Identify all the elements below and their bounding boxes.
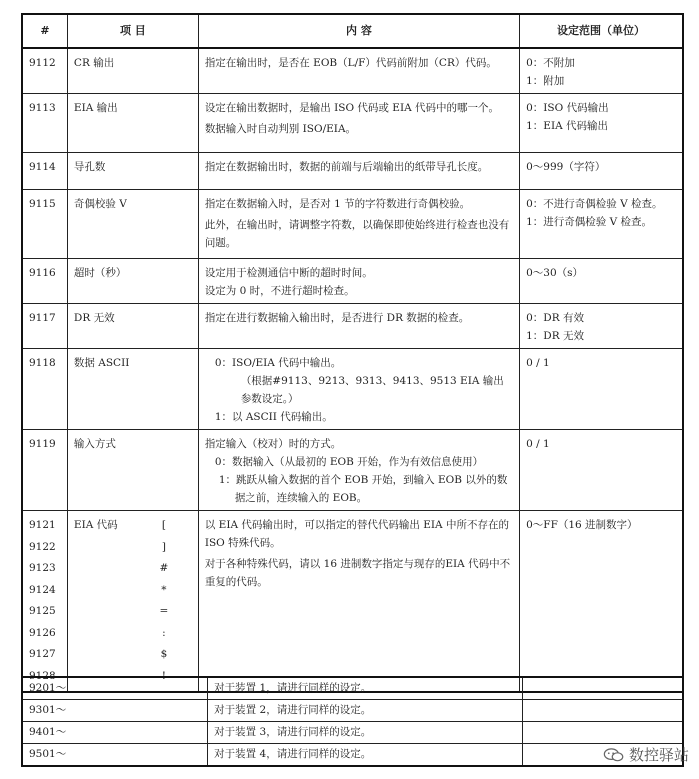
device-content: 对于装置 2，请进行同样的设定。 [208, 700, 523, 722]
param-content: 指定在数据输入时，是否对 1 节的字符数进行奇偶校验。 此外，在输出时，请调整字符数，以确保即使始终进行检查也没有问题。 [198, 190, 519, 259]
table-row [22, 700, 683, 722]
table-row-group [22, 511, 683, 693]
param-number: 9119 [22, 430, 67, 511]
table-row [22, 677, 683, 700]
device-range [523, 677, 683, 700]
param-content: 指定输入（校对）时的方式。 0：数据输入（从最初的 EOB 开始，作为有效信息使用） 1：跳跃从输入数据的首个 EOB 开始，到输入 EOB 以外的数据之前，连续输入的 EOB。 [198, 430, 519, 511]
device-range [523, 700, 683, 722]
device-content: 对于装置 3，请进行同样的设定。 [208, 722, 523, 744]
param-range: 0：不进行奇偶检验 V 检查。 1：进行奇偶检验 V 检查。 [520, 190, 683, 259]
param-content: 以 EIA 代码输出时，可以指定的替代代码输出 EIA 中所不存在的 ISO 特殊代码。 对于各种特殊代码，请以 16 进制数字指定与现存的EIA 代码中不重复的代码。 [198, 511, 519, 693]
device-number: 9301～ [22, 700, 208, 722]
param-range: 0：ISO 代码输出 1：EIA 代码输出 [520, 94, 683, 153]
param-number: 9113 [22, 94, 67, 153]
header-range: 设定范围（单位） [520, 14, 683, 48]
watermark-text: 数控驿站 [628, 746, 689, 764]
param-number: 9112 [22, 48, 67, 94]
param-range: 0～30（s） [520, 259, 683, 304]
param-range: 0 / 1 [520, 430, 683, 511]
header-content: 内 容 [198, 14, 519, 48]
device-number: 9401～ [22, 722, 208, 744]
parameter-table [21, 13, 684, 693]
device-range [523, 722, 683, 744]
header-item: 项 目 [67, 14, 198, 48]
watermark [603, 744, 689, 765]
wechat-logo-icon [603, 748, 625, 762]
device-table [21, 676, 684, 767]
table-row [22, 94, 683, 153]
group-item-label: EIA 代码 [73, 519, 118, 531]
param-item: 奇偶校验 V [67, 190, 198, 259]
param-item: DR 无效 [67, 304, 198, 349]
table-row [22, 744, 683, 767]
param-number: 9116 [22, 259, 67, 304]
table-row [22, 48, 683, 94]
param-range: 0～FF（16 进制数字） [520, 511, 683, 693]
table-row [22, 190, 683, 259]
header-num: # [22, 14, 67, 48]
param-item: 数据 ASCII [67, 349, 198, 430]
param-content: 指定在数据输出时，数据的前端与后端输出的纸带导孔长度。 [198, 153, 519, 190]
special-char-list: [ ] # * = : $ ! [159, 519, 169, 682]
device-content: 对于装置 1，请进行同样的设定。 [208, 677, 523, 700]
table-row [22, 722, 683, 744]
param-range: 0 / 1 [520, 349, 683, 430]
device-number: 9501～ [22, 744, 208, 767]
table-row [22, 259, 683, 304]
param-content: 设定在输出数据时，是输出 ISO 代码或 EIA 代码中的哪一个。 数据输入时自动判别 ISO/EIA。 [198, 94, 519, 153]
param-range: 0：不附加 1：附加 [520, 48, 683, 94]
param-item: EIA 输出 [67, 94, 198, 153]
param-item: 输入方式 [67, 430, 198, 511]
param-range: 0～999（字符） [520, 153, 683, 190]
param-item: CR 输出 [67, 48, 198, 94]
param-item: 导孔数 [67, 153, 198, 190]
param-number: 9114 [22, 153, 67, 190]
param-item-group [67, 511, 198, 693]
param-number: 9118 [22, 349, 67, 430]
device-content: 对于装置 4，请进行同样的设定。 [208, 744, 523, 767]
param-content: 0：ISO/EIA 代码中输出。 （根据#9113、9213、9313、9413、9513 EIA 输出参数设定。） 1：以 ASCII 代码输出。 [198, 349, 519, 430]
table-row [22, 304, 683, 349]
table-row [22, 349, 683, 430]
param-number: 9117 [22, 304, 67, 349]
table-row [22, 430, 683, 511]
table-header-row [22, 14, 683, 48]
table-row [22, 153, 683, 190]
param-number-group: 9121 9122 9123 9124 9125 9126 9127 9128 [22, 511, 67, 693]
device-number: 9201～ [22, 677, 208, 700]
param-content: 设定用于检测通信中断的超时时间。 设定为 0 时，不进行超时检查。 [198, 259, 519, 304]
param-number: 9115 [22, 190, 67, 259]
param-item: 超时（秒） [67, 259, 198, 304]
param-range: 0：DR 有效 1：DR 无效 [520, 304, 683, 349]
param-content: 指定在进行数据输入输出时，是否进行 DR 数据的检查。 [198, 304, 519, 349]
param-content: 指定在输出时，是否在 EOB（L/F）代码前附加（CR）代码。 [198, 48, 519, 94]
